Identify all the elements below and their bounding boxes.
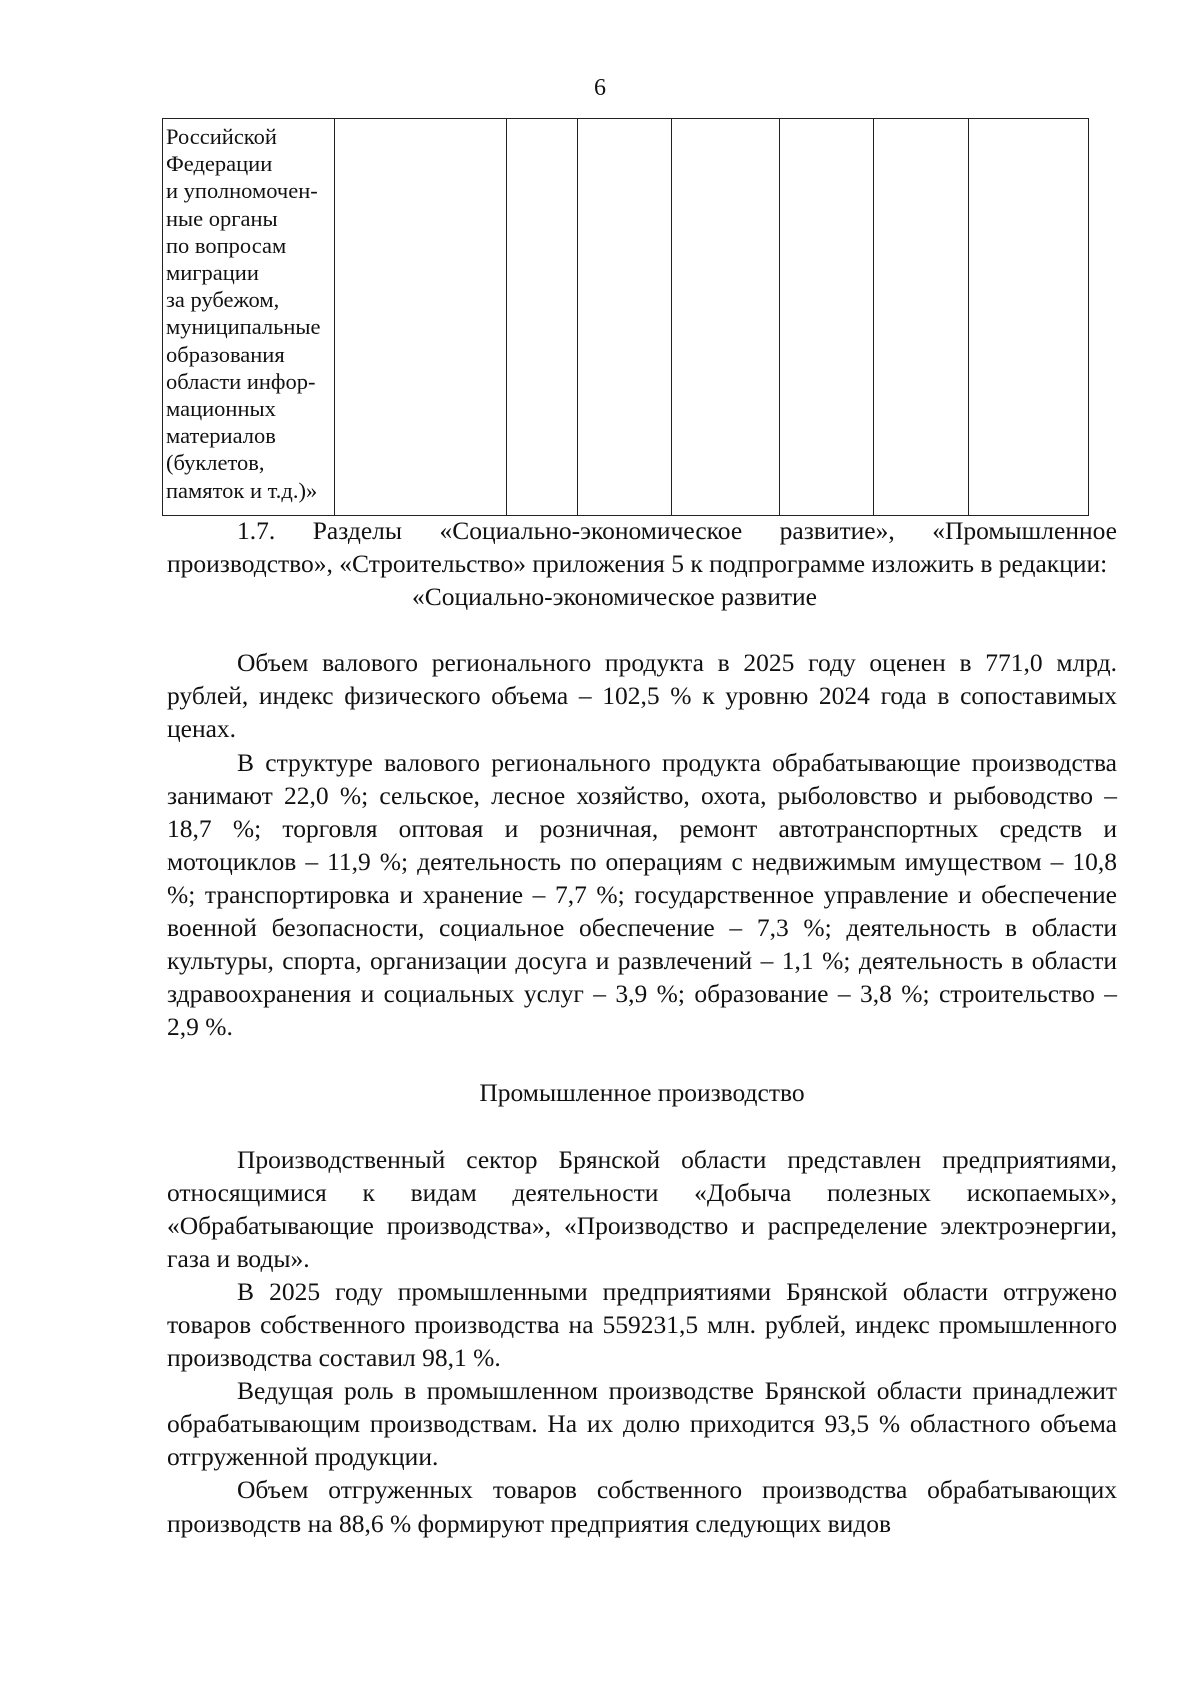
cell-line: (буклетов,	[166, 450, 265, 476]
paragraph-leading-role: Ведущая роль в промышленном производстве Брянской области принадлежит обрабатывающим производствам. На их долю приходится 93,5 % областного объема отгруженной продукции.	[167, 1376, 1117, 1472]
page-number: 6	[594, 75, 606, 101]
cell-line: образования	[166, 341, 285, 367]
cell-line: Российской	[166, 124, 277, 149]
table-row	[163, 119, 1089, 516]
paragraph-industrial-sector: Производственный сектор Брянской области представлен предприятиями, относящимися к видам деятельности «Добыча полезных ископаемых», «Обрабатывающие производства», «Производство и распределение электроэнергии, газа и воды».	[167, 1144, 1117, 1273]
document-body	[167, 514, 1117, 1540]
cell-line: материалов	[166, 423, 276, 449]
cell-line: ные органы	[166, 205, 278, 231]
table-cell-empty	[578, 119, 672, 516]
table-cell-empty	[672, 119, 780, 516]
paragraph-manufacturing-volume: Объем отгруженных товаров собственного производства обрабатывающих производств на 88,6 % формируют предприятия следующих видов	[167, 1475, 1117, 1538]
cell-text-lines	[163, 119, 334, 504]
cell-line: миграции	[166, 260, 259, 286]
cell-line: памяток и т.д.)»	[166, 477, 318, 503]
section-title-industrial: Промышленное производство	[479, 1078, 805, 1108]
cell-line: Федерации	[166, 151, 273, 177]
table-cell-text	[163, 119, 335, 516]
cell-line: по вопросам	[166, 232, 287, 258]
cell-line: за рубежом,	[166, 287, 280, 313]
continued-table	[162, 118, 1089, 516]
paragraph-grp-structure: В структуре валового регионального продукта обрабатывающие производства занимают 22,0 %; сельское, лесное хозяйство, охота, рыболовство и рыбоводство – 18,7 %; торговля оптовая и розничная, ремонт автотранспортных средств и мотоциклов – 11,9 %; деятельность по операциям с недвижимым имуществом – 10,8 %; транспортировка и хранение – 7,7 %; государственное управление и обеспечение военной безопасности, социальное обеспечение – 7,3 %; деятельность в области культуры, спорта, организации досуга и развлечений – 1,1 %; деятельность в области здравоохранения и социальных услуг – 3,9 %; образование – 3,8 %; строительство – 2,9 %.	[167, 747, 1117, 1042]
cell-line: области инфор-	[166, 368, 316, 394]
section-title-socioeconomic: «Социально-экономическое развитие	[412, 582, 817, 612]
cell-line: и уполномочен-	[166, 178, 318, 204]
cell-line: мационных	[166, 396, 276, 422]
paragraph-grp-volume: Объем валового регионального продукта в 2025 году оценен в 771,0 млрд. рублей, индекс физического объема – 102,5 % к уровню 2024 года в сопоставимых ценах.	[167, 648, 1117, 744]
cell-line: муниципальные	[166, 314, 321, 340]
paragraph-amendment: 1.7. Разделы «Социально-экономическое развитие», «Промышленное производство», «Строительство» приложения 5 к подпрограмме изложить в редакции:	[167, 516, 1117, 579]
paragraph-shipped-goods: В 2025 году промышленными предприятиями Брянской области отгружено товаров собственного производства на 559231,5 млн. рублей, индекс промышленного производства составил 98,1 %.	[167, 1276, 1117, 1373]
table-cell-empty	[507, 119, 578, 516]
table-cell-empty	[969, 119, 1089, 516]
table-cell-empty	[335, 119, 507, 516]
table-cell-empty	[874, 119, 969, 516]
table-cell-empty	[780, 119, 874, 516]
